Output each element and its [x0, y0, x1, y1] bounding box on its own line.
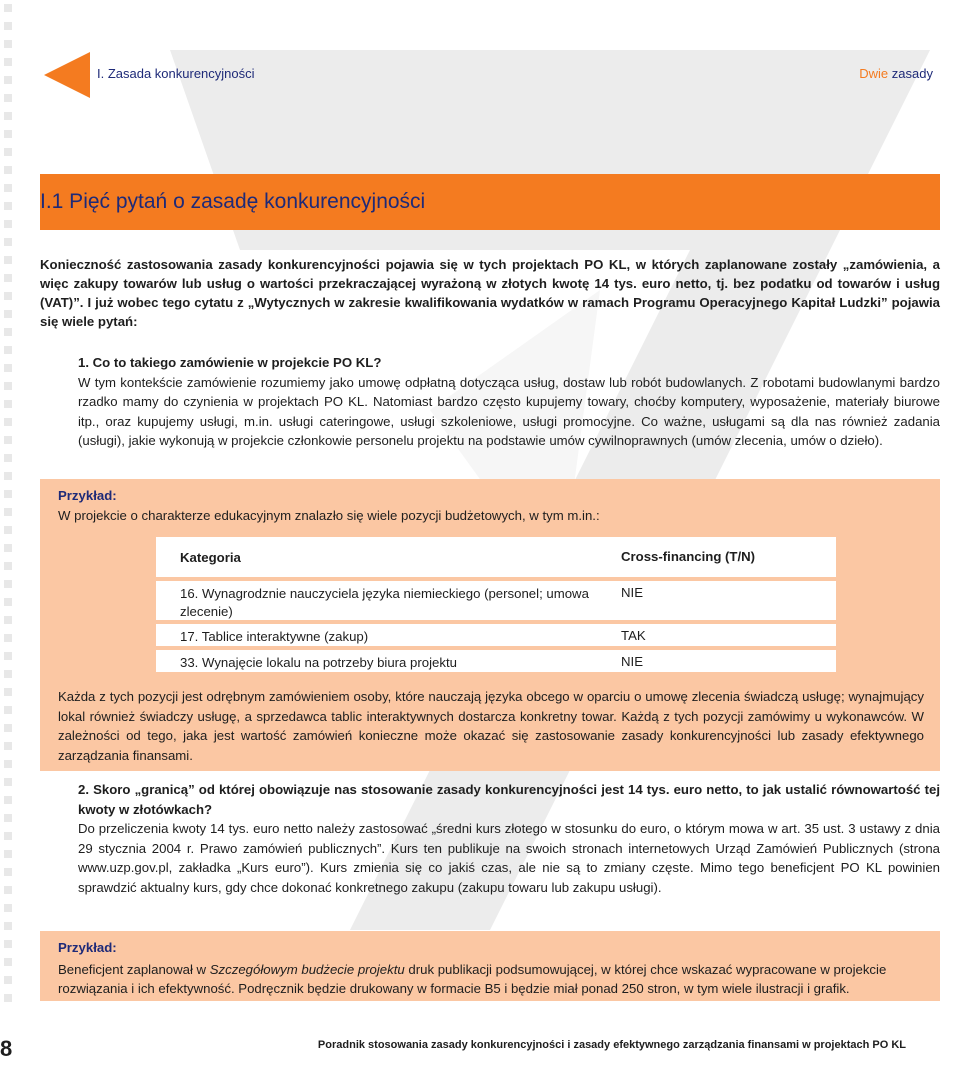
- section-title-bar: [40, 174, 940, 230]
- edge-square: [4, 526, 12, 534]
- example-box-2: [40, 931, 940, 1001]
- edge-square: [4, 868, 12, 876]
- table-header-crossfinancing: Cross-financing (T/N): [621, 549, 756, 564]
- edge-square: [4, 22, 12, 30]
- edge-square: [4, 166, 12, 174]
- edge-square: [4, 742, 12, 750]
- edge-square: [4, 220, 12, 228]
- edge-square: [4, 796, 12, 804]
- edge-square: [4, 130, 12, 138]
- example-2-text: [58, 960, 924, 998]
- table-row: [156, 581, 836, 620]
- edge-square: [4, 904, 12, 912]
- edge-square: [4, 382, 12, 390]
- edge-square: [4, 688, 12, 696]
- header-right-suffix: zasady: [891, 66, 933, 81]
- header-arrow-icon: [44, 52, 90, 98]
- question-1-body: W tym kontekście zamówienie rozumiemy jako umowę odpłatną dotycząca usług, dostaw lub robót budowlanych. Z robotami budowlanymi bardzo rzadko mamy do czynienia w projektach PO KL. Natomiast bardzo często kupujemy towary, choćby komputery, wyposażenie, materiały biurowe itp., oraz kupujemy usługi, m.in. usługi cateringowe, usługi szkoleniowe, usługi promocyjne. Co ważne, usługami są dla nas również zadania (usługi), jakie wykonują w projekcie członkowie personelu projektu na podstawie umów cywilnoprawnych (umów zlecenia, umów o dzieło).: [78, 374, 940, 448]
- edge-square: [4, 274, 12, 282]
- edge-square: [4, 832, 12, 840]
- edge-square: [4, 724, 12, 732]
- edge-square: [4, 4, 12, 12]
- table-cell-crossfinancing: NIE: [621, 585, 643, 600]
- example-2-text-after: druk publikacji podsumowującej, w której chce wskazać wypracowane w projekcie rozwiązania i ich efektywność. Podręcznik będzie drukowany w formacie B5 i będzie miał ponad 250 stron, w tym wiele ilustracji i grafik.: [58, 962, 887, 996]
- section-title: I.1 Pięć pytań o zasadę konkurencyjności: [40, 190, 426, 213]
- edge-square: [4, 454, 12, 462]
- budget-table: [156, 537, 836, 676]
- example-2-label: Przykład:: [58, 940, 117, 955]
- example-2-italic: Szczegółowym budżecie projektu: [209, 962, 405, 977]
- edge-square: [4, 328, 12, 336]
- example-1-label: Przykład:: [58, 488, 117, 503]
- edge-squares: [4, 4, 14, 1012]
- edge-square: [4, 436, 12, 444]
- table-row: [156, 624, 836, 646]
- table-cell-category: 16. Wynagrodznie nauczyciela języka niemieckiego (personel; umowa zlecenie): [180, 586, 589, 619]
- edge-square: [4, 472, 12, 480]
- edge-square: [4, 616, 12, 624]
- question-1: [78, 353, 940, 451]
- question-2-body: Do przeliczenia kwoty 14 tys. euro netto należy zastosować „średni kurs złotego w stosunku do euro, o którym mowa w art. 35 ust. 3 ustawy z dnia 29 stycznia 2004 r. Prawo zamówień publicznych”. Kurs ten publikuje na swoich stronach internetowych Urząd Zamówień Publicznych (strona www.uzp.gov.pl, zakładka „Kurs euro”). Kurs zmienia się co jakiś czas, ale nie są to zmiany częste. Mimo tego beneficjent PO KL powinien sprawdzić aktualny kurs, gdy chce dokonać konkretnego zakupu (zakupu towaru lub zakupu usługi).: [78, 821, 940, 895]
- example-1-paragraph: Każda z tych pozycji jest odrębnym zamówieniem osoby, które nauczają języka obcego w oparciu o umowę zlecenia świadczą usługę; wynajmujący lokal również świadczy usługę, a sprzedawca tablic interaktywnych dostarcza konkretny towar. Każdą z tych pozycji zamówimy u wykonawców. W zależności od tego, jaka jest wartość zamówień konieczne może okazać się zastosowanie zasady konkurencyjności lub zasady efektywnego zarządzania finansami.: [58, 689, 924, 763]
- table-cell-category: 17. Tablice interaktywne (zakup): [180, 629, 369, 644]
- edge-square: [4, 976, 12, 984]
- edge-square: [4, 490, 12, 498]
- edge-square: [4, 760, 12, 768]
- edge-square: [4, 58, 12, 66]
- header-right: [859, 66, 933, 81]
- table-header-row: [156, 537, 836, 577]
- edge-square: [4, 544, 12, 552]
- edge-square: [4, 310, 12, 318]
- edge-square: [4, 184, 12, 192]
- edge-square: [4, 814, 12, 822]
- edge-square: [4, 418, 12, 426]
- edge-square: [4, 634, 12, 642]
- table-cell-crossfinancing: TAK: [621, 628, 646, 643]
- question-1-title: 1. Co to takiego zamówienie w projekcie PO KL?: [78, 355, 382, 370]
- edge-square: [4, 562, 12, 570]
- chapter-title: I. Zasada konkurencyjności: [97, 66, 255, 81]
- edge-square: [4, 40, 12, 48]
- edge-square: [4, 598, 12, 606]
- table-row: [156, 650, 836, 672]
- edge-square: [4, 256, 12, 264]
- edge-square: [4, 922, 12, 930]
- question-2: [78, 780, 940, 897]
- edge-square: [4, 508, 12, 516]
- intro-paragraph: Konieczność zastosowania zasady konkurencyjności pojawia się w tych projektach PO KL, w których zaplanowane zostały „zamówienia, a więc zakupy towarów lub usług o wartości przekraczającej wyrażoną w złotych kwotę 14 tys. euro netto, tj. bez podatku od towarów i usług (VAT)”. I już wobec tego cytatu z „Wytycznych w zakresie kwalifikowania wydatków w ramach Programu Operacyjnego Kapitał Ludzki” pojawia się wiele pytań:: [40, 257, 940, 329]
- edge-square: [4, 292, 12, 300]
- edge-square: [4, 76, 12, 84]
- edge-square: [4, 652, 12, 660]
- footer-text: Poradnik stosowania zasady konkurencyjności i zasady efektywnego zarządzania finansami w projektach PO KL: [317, 1039, 906, 1051]
- example-1-intro: W projekcie o charakterze edukacyjnym znalazło się wiele pozycji budżetowych, w tym m.in.:: [58, 508, 600, 523]
- edge-square: [4, 940, 12, 948]
- edge-square: [4, 886, 12, 894]
- edge-square: [4, 346, 12, 354]
- example-2-text-before: Beneficjent zaplanował w: [58, 962, 210, 977]
- table-header-category: Kategoria: [180, 550, 241, 565]
- edge-square: [4, 994, 12, 1002]
- example-box-1: [40, 479, 940, 771]
- question-2-title: 2. Skoro „granicą” od której obowiązuje nas stosowanie zasady konkurencyjności jest 14 tys. euro netto, to jak ustalić równowartość tej kwoty w złotówkach?: [78, 782, 940, 817]
- edge-square: [4, 706, 12, 714]
- edge-square: [4, 580, 12, 588]
- edge-square: [4, 238, 12, 246]
- table-cell-crossfinancing: NIE: [621, 654, 643, 669]
- edge-square: [4, 148, 12, 156]
- edge-square: [4, 778, 12, 786]
- header-right-prefix: Dwie: [859, 66, 889, 81]
- edge-square: [4, 670, 12, 678]
- edge-square: [4, 202, 12, 210]
- edge-square: [4, 112, 12, 120]
- edge-square: [4, 364, 12, 372]
- edge-square: [4, 850, 12, 858]
- table-cell-category: 33. Wynajęcie lokalu na potrzeby biura projektu: [180, 655, 457, 670]
- edge-square: [4, 400, 12, 408]
- page-number: 8: [0, 1036, 13, 1061]
- edge-square: [4, 958, 12, 966]
- edge-square: [4, 94, 12, 102]
